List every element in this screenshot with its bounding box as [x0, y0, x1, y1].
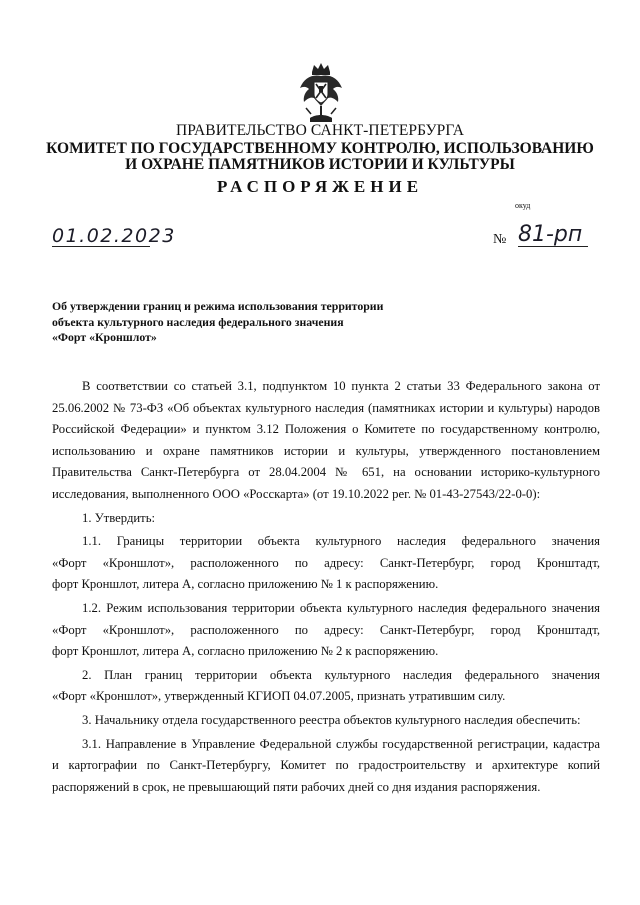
body-line: «Форт «Кроншлот», расположенного по адресу: Санкт-Петербург, город Кронштадт, [52, 555, 600, 570]
document-number: 81-рп [518, 224, 588, 247]
body-line: В соответствии со статьей 3.1, подпунктом 10 пункта 2 статьи 33 Федерального закона от [82, 379, 600, 393]
body-line: исследования, выполненного ООО «Росскарта» (от 19.10.2022 рег. № 01-43-27543/22-0-0): [52, 486, 541, 501]
body-line: «Форт «Кроншлот», расположенного по адресу: Санкт-Петербург, город Кронштадт, [52, 622, 600, 637]
subject-line: Об утверждении границ и режима использования территории [52, 299, 384, 313]
committee-name [0, 141, 640, 173]
subject-line: объекта культурного наследия федерального значения [52, 314, 344, 329]
committee-line-1: КОМИТЕТ ПО ГОСУДАРСТВЕННОМУ КОНТРОЛЮ, ИСПОЛЬЗОВАНИЮ [46, 140, 594, 157]
body-line: 1.1. Границы территории объекта культурного наследия федерального значения [82, 534, 600, 549]
body-line: 1. Утвердить: [82, 510, 156, 525]
body-line: форт Кроншлот, литера А, согласно приложению № 2 к распоряжению. [52, 644, 439, 659]
document-subject [52, 299, 383, 346]
coat-of-arms-icon [298, 62, 344, 124]
number-label: № [493, 232, 507, 247]
document-date: 01.02.2023 [52, 225, 176, 247]
body-line: Правительства Санкт-Петербурга от 28.04.2004 № 651, на основании историко-культурного [52, 465, 600, 480]
body-line: распоряжений в срок, не превышающий пяти рабочих дней со дня издания распоряжения. [52, 779, 541, 794]
body-line: 3.1. Направление в Управление Федеральной службы государственной регистрации, кадастра [82, 736, 600, 751]
subject-line: «Форт «Кроншлот» [52, 330, 157, 344]
body-line: «Форт «Кроншлот», утвержденный КГИОП 04.07.2005, признать утратившим силу. [52, 689, 506, 704]
document-type: РАСПОРЯЖЕНИЕ [216, 177, 424, 196]
body-line: Российской Федерации» и пунктом 3.12 Положения о Комитете по государственному контролю, [52, 422, 600, 437]
body-line: 2. План границ территории объекта культурного наследия федерального значения [82, 667, 600, 682]
body-line: использованию и охране памятников истории и культуры, утвержденного постановлением [52, 443, 600, 458]
government-name: ПРАВИТЕЛЬСТВО САНКТ-ПЕТЕРБУРГА [175, 122, 465, 139]
body-line: 3. Начальнику отдела государственного реестра объектов культурного наследия обеспечить: [82, 712, 581, 727]
body-line: форт Кроншлот, литера А, согласно приложению № 1 к распоряжению. [52, 577, 439, 592]
committee-line-2: И ОХРАНЕ ПАМЯТНИКОВ ИСТОРИИ И КУЛЬТУРЫ [125, 156, 515, 173]
document-body [52, 376, 600, 798]
body-line: 25.06.2002 № 73-ФЗ «Об объектах культурного наследия (памятниках истории и культуры) народов [52, 400, 600, 415]
body-line: и картографии по Санкт-Петербургу, Комитет по градостроительству и архитектуре копий [52, 758, 600, 773]
body-line: 1.2. Режим использования территории объекта культурного наследия федерального значения [82, 600, 600, 615]
okud-label: окуд [515, 201, 531, 210]
